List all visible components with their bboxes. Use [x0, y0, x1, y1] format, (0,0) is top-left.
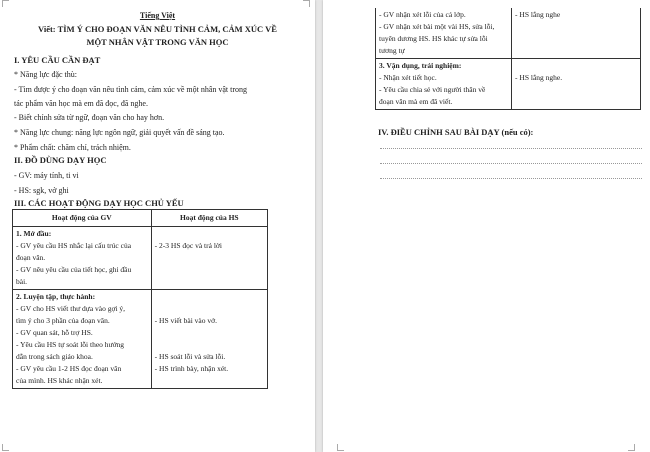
cell-line: - 2-3 HS đọc và trả lời: [154, 241, 222, 250]
lesson-title-line2: MỘT NHÂN VẬT TRONG VĂN HỌC: [86, 37, 229, 47]
cell-line: dẫn trong sách giáo khoa.: [16, 352, 93, 361]
cell-line: [155, 339, 264, 351]
table-cell: [151, 290, 267, 389]
section-heading-adjustments: IV. ĐIỀU CHỈNH SAU BÀI DẠY (nếu có):: [378, 127, 534, 137]
cell-line: - HS trình bày, nhận xét.: [154, 364, 229, 373]
cell-line: - GV nhận xét bài một vài HS, sửa lỗi,: [379, 22, 495, 31]
document-page-left: [0, 0, 315, 452]
crop-mark: [337, 444, 344, 451]
table-cell: [512, 8, 641, 59]
requirement-text: - Biết chỉnh sửa từ ngữ, đoạn văn cho hay hơn.: [14, 113, 165, 122]
crop-mark: [303, 0, 310, 7]
subject-heading: Tiếng Việt: [139, 11, 176, 20]
cell-line: đoạn văn.: [16, 253, 46, 262]
table-cell: [376, 59, 512, 110]
cell-line: của mình. HS khác nhận xét.: [16, 376, 103, 385]
cell-line: - HS lắng nghe.: [515, 73, 563, 82]
cell-line: - Nhận xét tiết học.: [379, 73, 437, 82]
cell-line: tương tự: [379, 46, 405, 55]
cell-line: tìm ý cho 3 phần của đoạn văn.: [16, 316, 110, 325]
table-row: [376, 59, 641, 110]
table-header-row: [13, 210, 268, 227]
cell-line: - GV yêu cầu 1-2 HS đọc đoạn văn: [16, 364, 122, 373]
lesson-title-line1: Viết: TÌM Ý CHO ĐOẠN VĂN NÊU TÌNH CẢM, CẢM XÚC VỀ: [38, 24, 277, 34]
table-cell: [13, 227, 152, 290]
column-header: Hoạt động của GV: [13, 210, 152, 227]
section-heading-materials: II. ĐỒ DÙNG DẠY HỌC: [14, 155, 107, 165]
crop-mark: [628, 444, 635, 451]
cell-line: đoạn văn mà em đã viết.: [379, 97, 453, 106]
crop-mark: [2, 444, 9, 451]
cell-line: - Yêu cầu HS tự soát lỗi theo hướng: [16, 340, 125, 349]
cell-line: - Yêu cầu chia sẻ với người thân về: [379, 85, 486, 94]
table-cell: [13, 290, 152, 389]
table-row: [376, 8, 641, 59]
activity-heading: 1. Mở đầu:: [16, 229, 52, 238]
cell-line: - HS soát lỗi và sửa lỗi.: [154, 352, 226, 361]
column-header: Hoạt động của HS: [151, 210, 267, 227]
activities-table-continued: [375, 8, 641, 110]
cell-line: - GV cho HS viết thư dựa vào gợi ý,: [16, 304, 126, 313]
crop-mark: [2, 0, 9, 7]
requirement-text: tác phẩm văn học mà em đã đọc, đã nghe.: [14, 99, 148, 108]
requirement-text: * Phẩm chất: chăm chỉ, trách nhiệm.: [14, 143, 131, 152]
dotted-line: [380, 163, 642, 164]
dotted-line: [380, 178, 642, 179]
table-row: [13, 290, 268, 389]
cell-line: [155, 327, 264, 339]
cell-line: - HS lắng nghe: [515, 10, 561, 19]
cell-line: - GV yêu cầu HS nhắc lại cấu trúc của: [16, 241, 132, 250]
cell-line: [515, 60, 637, 72]
cell-line: tuyên dương HS. HS khác tự sửa lỗi: [379, 34, 488, 43]
materials-text: - HS: sgk, vở ghi: [14, 186, 69, 195]
table-cell: [512, 59, 641, 110]
cell-line: - GV nêu yêu cầu của tiết học, ghi đầu: [16, 265, 132, 274]
activity-heading: 3. Vận dụng, trải nghiệm:: [379, 61, 462, 70]
dotted-line: [380, 148, 642, 149]
cell-line: bài.: [16, 277, 28, 286]
requirement-text: * Năng lực đặc thù:: [14, 70, 77, 79]
activity-heading: 2. Luyện tập, thực hành:: [16, 292, 96, 301]
cell-line: [155, 291, 264, 303]
table-cell: [376, 8, 512, 59]
requirement-text: - Tìm được ý cho đoạn văn nêu tình cảm, cảm xúc về một nhân vật trong: [14, 85, 248, 94]
section-heading-activities: III. CÁC HOẠT ĐỘNG DẠY HỌC CHỦ YẾU: [14, 198, 184, 208]
cell-line: [155, 303, 264, 315]
cell-line: - GV nhận xét lỗi của cả lớp.: [379, 10, 466, 19]
table-cell: [151, 227, 267, 290]
requirement-text: * Năng lực chung: năng lực ngôn ngữ, giải quyết vấn đề sáng tạo.: [14, 128, 225, 137]
cell-line: - HS viết bài vào vở.: [154, 316, 217, 325]
section-heading-requirements: I. YÊU CẦU CẦN ĐẠT: [14, 55, 101, 65]
table-row: [13, 227, 268, 290]
activities-table: [12, 209, 268, 389]
materials-text: - GV: máy tính, ti vi: [14, 171, 79, 180]
cell-line: [155, 228, 264, 240]
cell-line: - GV quan sát, hỗ trợ HS.: [16, 328, 93, 337]
